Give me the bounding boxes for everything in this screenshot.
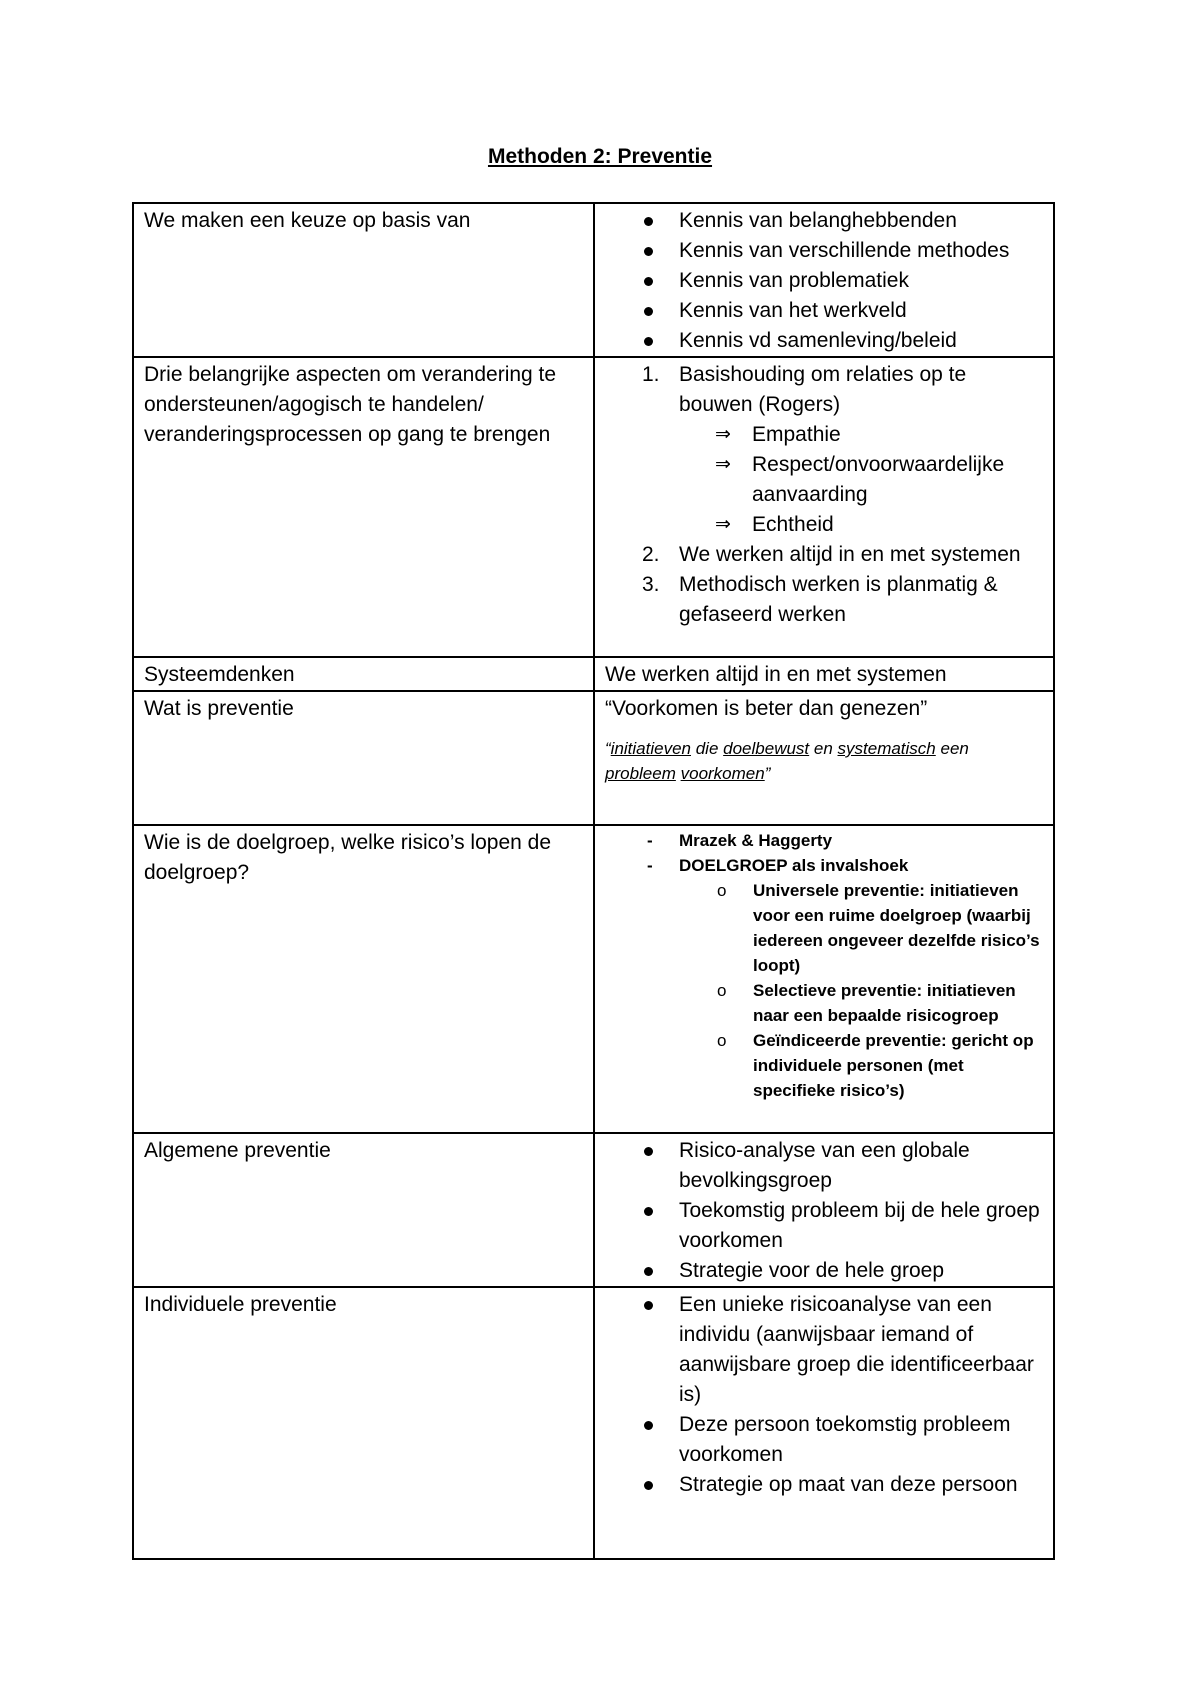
circle-icon: o (717, 981, 727, 1000)
table-row (133, 825, 1054, 1133)
list-item: Kennis van het werkveld (679, 296, 1043, 326)
row-label: Individuele preventie (133, 1287, 594, 1559)
list-item-text: Echtheid (752, 513, 834, 536)
row-content (594, 825, 1054, 1133)
list-item: Kennis van problematiek (679, 266, 1043, 296)
quote-mark: ” (764, 764, 771, 783)
list-item: Risico-analyse van een globale bevolkingsgroep (679, 1136, 1043, 1196)
list-item-text: Universele preventie: initiatieven voor een ruime doelgroep (waarbij iedereen ongeveer dezelfde risico’s loopt) (753, 881, 1040, 975)
list-item (717, 1028, 1043, 1103)
list-item (717, 878, 1043, 978)
bullet-list (605, 1290, 1043, 1500)
text-fragment: die (691, 739, 724, 758)
row-label: Systeemdenken (133, 657, 594, 691)
dash-list (605, 828, 1043, 1103)
quote-text: “Voorkomen is beter dan genezen” (605, 697, 928, 720)
list-item-text: Basishouding om relaties op te bouwen (Rogers) (679, 363, 967, 416)
text-fragment: en (809, 739, 838, 758)
list-item (715, 510, 1043, 540)
circle-icon: o (717, 881, 727, 900)
list-item (715, 420, 1043, 450)
list-item: Strategie op maat van deze persoon (679, 1470, 1043, 1500)
table-row (133, 657, 1054, 691)
list-item (642, 540, 1043, 570)
list-item (642, 570, 1043, 630)
row-label: Algemene preventie (133, 1133, 594, 1287)
list-item (647, 828, 1043, 853)
row-content (594, 1133, 1054, 1287)
list-item: Kennis van verschillende methodes (679, 236, 1043, 266)
list-number: 2. (642, 543, 660, 566)
table-row (133, 1287, 1054, 1559)
dash-icon: - (647, 856, 653, 875)
list-item-text: DOELGROEP als invalshoek (679, 856, 909, 875)
list-item-text: Respect/onvoorwaardelijke aanvaarding (752, 453, 1005, 506)
list-item-text: We werken altijd in en met systemen (679, 543, 1021, 566)
row-label: Wie is de doelgroep, welke risico’s lopen de doelgroep? (133, 825, 594, 1133)
list-number: 3. (642, 573, 660, 596)
definition-text (605, 736, 1043, 786)
list-item (715, 450, 1043, 510)
bullet-list (605, 1136, 1043, 1286)
list-item: Toekomstig probleem bij de hele groep voorkomen (679, 1196, 1043, 1256)
table-row (133, 203, 1054, 357)
underlined-word: doelbewust (723, 739, 810, 758)
list-item: Kennis van belanghebbenden (679, 206, 1043, 236)
table-row (133, 691, 1054, 825)
row-label: Wat is preventie (133, 691, 594, 825)
row-content: We werken altijd in en met systemen (594, 657, 1054, 691)
circle-list (679, 878, 1043, 1103)
circle-icon: o (717, 1031, 727, 1050)
list-item-text: Selectieve preventie: initiatieven naar een bepaalde risicogroep (753, 981, 1016, 1025)
text-fragment: een (935, 739, 969, 758)
arrow-icon: ⇒ (715, 424, 731, 445)
list-item-text: Methodisch werken is planmatig & gefaseerd werken (679, 573, 998, 626)
list-item (642, 360, 1043, 540)
bullet-list (605, 206, 1043, 356)
dash-icon: - (647, 831, 653, 850)
row-label: Drie belangrijke aspecten om verandering te ondersteunen/agogisch te handelen/ veranderingsprocessen op gang te brengen (133, 357, 594, 657)
list-item-text: Empathie (752, 423, 841, 446)
content-table (132, 202, 1055, 1560)
underlined-word: initiatieven (610, 739, 691, 758)
list-number: 1. (642, 363, 660, 386)
arrow-icon: ⇒ (715, 454, 731, 475)
quote-mark: “ (605, 739, 611, 758)
row-content (594, 691, 1054, 825)
arrow-list (679, 420, 1043, 540)
row-content (594, 1287, 1054, 1559)
underlined-word: systematisch (837, 739, 936, 758)
list-item: Deze persoon toekomstig probleem voorkomen (679, 1410, 1043, 1470)
list-item-text: Geïndiceerde preventie: gericht op individuele personen (met specifieke risico’s) (753, 1031, 1034, 1100)
row-content (594, 203, 1054, 357)
table-row (133, 1133, 1054, 1287)
underlined-word: probleem (605, 764, 676, 783)
list-item (717, 978, 1043, 1028)
list-item: Een unieke risicoanalyse van een individu (aanwijsbaar iemand of aanwijsbare groep die identificeerbaar is) (679, 1290, 1043, 1410)
numbered-list (605, 360, 1043, 630)
list-item (647, 853, 1043, 1103)
list-item-text: Mrazek & Haggerty (679, 831, 833, 850)
table-row (133, 357, 1054, 657)
list-item: Strategie voor de hele groep (679, 1256, 1043, 1286)
underlined-word: voorkomen (680, 764, 765, 783)
page-title: Methoden 2: Preventie (487, 145, 713, 168)
arrow-icon: ⇒ (715, 514, 731, 535)
row-content (594, 357, 1054, 657)
list-item: Kennis vd samenleving/beleid (679, 326, 1043, 356)
row-label: We maken een keuze op basis van (133, 203, 594, 357)
